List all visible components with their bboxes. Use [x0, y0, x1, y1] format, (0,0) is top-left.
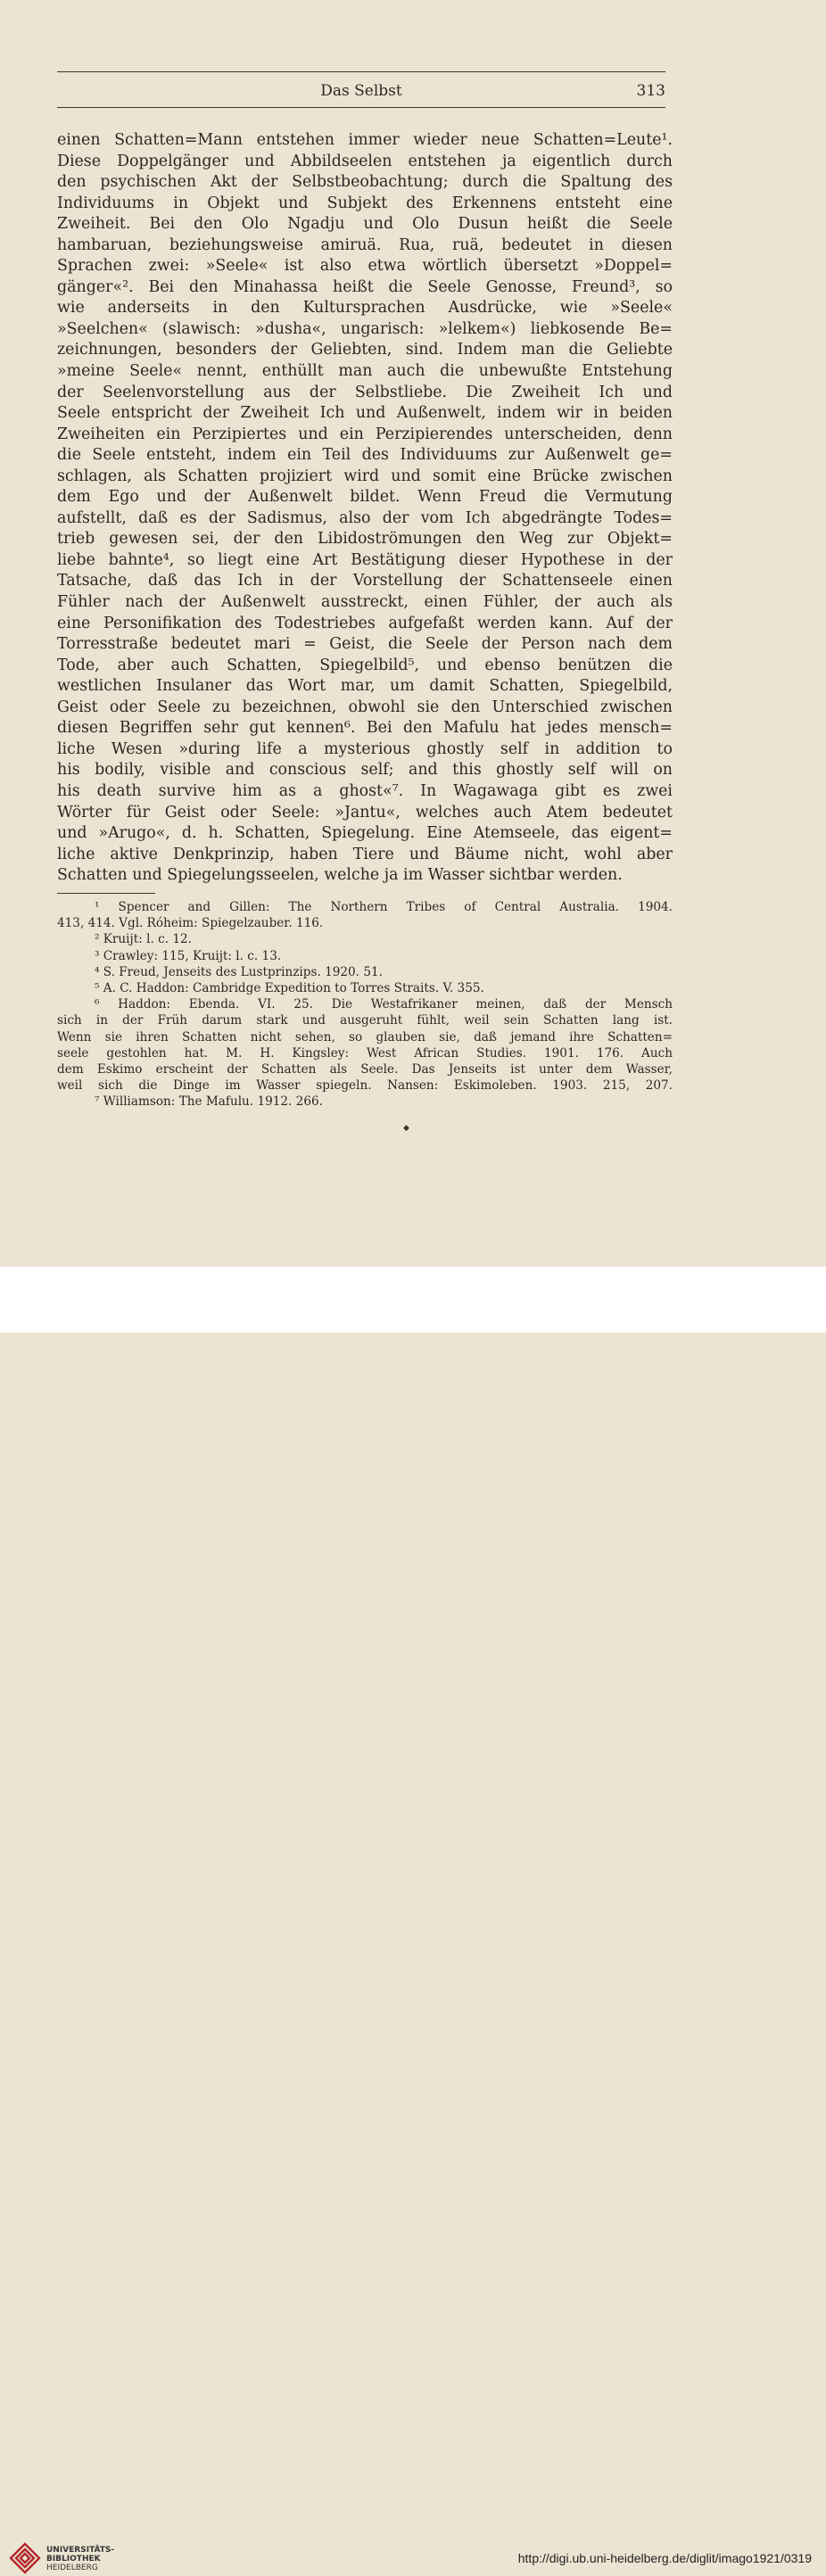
running-title: Das Selbst: [320, 82, 402, 100]
text-line: diesen Begriffen sehr gut kennen⁶. Bei den Mafulu hat jedes mensch=: [57, 719, 673, 738]
ink-speck: ◆: [403, 1124, 409, 1133]
text-line: liebe bahnte⁴, so liegt eine Art Bestätigung dieser Hypothese in der: [57, 550, 673, 569]
text-line: »Seelchen« (slawisch: »dusha«, ungarisch: »lelkem«) liebkosende Be=: [57, 319, 673, 338]
footnote-line: ⁷ Williamson: The Mafulu. 1912. 266.: [95, 1094, 323, 1110]
text-line: trieb gewesen sei, der den Libidoströmungen den Weg zur Objekt=: [57, 530, 673, 549]
text-line: dem Ego und der Außenwelt bildet. Wenn Freud die Vermutung: [57, 488, 673, 507]
body-text: [57, 130, 673, 887]
footnote-line: ¹ Spencer and Gillen: The Northern Tribes of Central Australia. 1904.: [95, 900, 673, 914]
text-line: Schatten und Spiegelungsseelen, welche ja im Wasser sichtbar werden.: [57, 866, 623, 885]
text-line: his bodily, visible and conscious self; and this ghostly self will on: [57, 761, 673, 780]
text-line: Fühler nach der Außenwelt ausstreckt, einen Fühler, der auch als: [57, 593, 673, 612]
text-line: his death survive him as a ghost«⁷. In Wagawaga gibt es zwei: [57, 781, 673, 800]
text-line: zeichnungen, besonders der Geliebten, sind. Indem man die Geliebte: [57, 341, 673, 359]
source-url-link[interactable]: http://digi.ub.uni-heidelberg.de/diglit/imago1921/0319: [517, 2551, 812, 2565]
footnote-line: ⁴ S. Freud, Jenseits des Lustprinzips. 1920. 51.: [95, 964, 383, 979]
text-line: Individuums in Objekt und Subjekt des Erkennens entsteht eine: [57, 194, 673, 212]
footnote-line: weil sich die Dinge im Wasser spiegeln. Nansen: Eskimoleben. 1903. 215, 207.: [57, 1078, 673, 1094]
footnote-line: ⁶ Haddon: Ebenda. VI. 25. Die Westafrikaner meinen, daß der Mensch: [95, 997, 673, 1012]
footnote-line: Wenn sie ihren Schatten nicht sehen, so glauben sie, daß jemand ihre Schatten=: [57, 1029, 673, 1044]
footnote-rule: [57, 893, 155, 894]
text-line: den psychischen Akt der Selbstbeobachtung; durch die Spaltung des: [57, 173, 673, 192]
text-line: gänger«². Bei den Minahassa heißt die Seele Genosse, Freund³, so: [57, 277, 673, 296]
header-rule-top: [57, 71, 665, 72]
text-line: Diese Doppelgänger und Abbildseelen entstehen ja eigentlich durch: [57, 152, 673, 170]
footnote-line: seele gestohlen hat. M. H. Kingsley: West African Studies. 1901. 176. Auch: [57, 1045, 673, 1061]
footnotes: [57, 899, 673, 1110]
footnote-line: ² Kruijt: l. c. 12.: [95, 932, 192, 947]
library-name: UNIVERSITÄTS- BIBLIOTHEK HEIDELBERG: [46, 2546, 115, 2572]
page-number: 313: [636, 82, 665, 100]
text-line: die Seele entsteht, indem ein Teil des Individuums zur Außenwelt ge=: [57, 446, 673, 465]
scanned-page: [0, 0, 826, 1267]
library-logo-icon[interactable]: [7, 2540, 43, 2576]
text-line: schlagen, als Schatten projiziert wird und somit eine Brücke zwischen: [57, 466, 673, 485]
text-line: Torresstraße bedeutet mari = Geist, die Seele der Person nach dem: [57, 635, 673, 654]
footnote-line: ³ Crawley: 115, Kruijt: l. c. 13.: [95, 948, 282, 963]
text-line: Geist oder Seele zu bezeichnen, obwohl sie den Unterschied zwischen: [57, 698, 673, 716]
text-line: Zweiheiten ein Perzipiertes und ein Perzipierendes unterscheiden, denn: [57, 425, 673, 443]
footnote-line: 413, 414. Vgl. Róheim: Spiegelzauber. 116.: [57, 916, 324, 931]
text-line: »meine Seele« nennt, enthüllt man auch die unbewußte Entstehung: [57, 362, 673, 381]
text-line: Seele entspricht der Zweiheit Ich und Außenwelt, indem wir in beiden: [57, 404, 673, 423]
text-line: einen Schatten=Mann entstehen immer wieder neue Schatten=Leute¹.: [57, 131, 673, 149]
text-line: hambaruan, beziehungsweise amiruä. Rua, ruä, bedeutet in diesen: [57, 235, 673, 254]
text-line: wie anderseits in den Kultursprachen Ausdrücke, wie »Seele«: [57, 299, 673, 318]
text-line: liche aktive Denkprinzip, haben Tiere und Bäume nicht, wohl aber: [57, 845, 673, 863]
footnote-line: ⁵ A. C. Haddon: Cambridge Expedition to Torres Straits. V. 355.: [95, 981, 484, 996]
header-rule-bottom: [57, 107, 665, 108]
text-line: der Seelenvorstellung aus der Selbstliebe. Die Zweiheit Ich und: [57, 383, 673, 401]
text-line: Tatsache, daß das Ich in der Vorstellung der Schattenseele einen: [57, 572, 673, 590]
text-line: und »Arugo«, d. h. Schatten, Spiegelung. Eine Atemseele, das eigent=: [57, 824, 673, 843]
footnote-line: dem Eskimo erscheint der Schatten als Seele. Das Jenseits ist unter dem Wasser,: [57, 1062, 673, 1077]
text-line: Tode, aber auch Schatten, Spiegelbild⁵, und ebenso benützen die: [57, 656, 673, 674]
text-line: Wörter für Geist oder Seele: »Jantu«, welches auch Atem bedeutet: [57, 803, 673, 822]
text-line: aufstellt, daß es der Sadismus, also der vom Ich abgedrängte Todes=: [57, 508, 673, 527]
text-line: westlichen Insulaner das Wort mar, um damit Schatten, Spiegelbild,: [57, 677, 673, 696]
text-line: Sprachen zwei: »Seele« ist also etwa wörtlich übersetzt »Doppel=: [57, 257, 673, 276]
footnote-line: sich in der Früh darum stark und ausgeruht fühlt, weil sein Schatten lang ist.: [57, 1013, 673, 1028]
digitization-footer: [0, 1267, 826, 2572]
text-line: eine Personifikation des Todestriebes aufgefaßt werden kann. Auf der: [57, 614, 673, 632]
text-line: liche Wesen »during life a mysterious ghostly self in addition to: [57, 739, 673, 758]
text-line: Zweiheit. Bei den Olo Ngadju und Olo Dusun heißt die Seele: [57, 215, 673, 234]
